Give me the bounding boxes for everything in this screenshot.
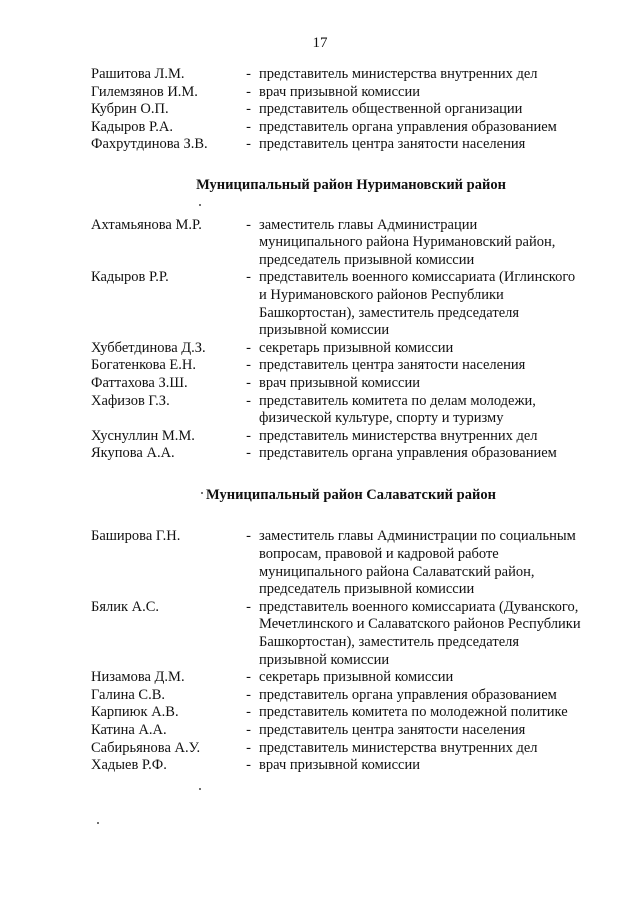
role-line: физической культуре, спорту и туризму — [259, 410, 504, 427]
role-line: Мечетлинского и Салаватского районов Республики — [259, 616, 581, 633]
member-name: Богатенкова Е.Н. — [91, 357, 196, 374]
member-role — [259, 217, 611, 270]
role-line: врач призывной комиссии — [259, 757, 420, 774]
member-name: Хуснуллин М.М. — [91, 427, 195, 444]
member-name: Фахрутдинова З.В. — [91, 136, 208, 153]
member-role — [259, 101, 611, 119]
role-line: секретарь призывной комиссии — [259, 669, 454, 686]
member-name: Рашитова Л.М. — [91, 66, 185, 82]
dash-separator: - — [246, 757, 251, 774]
member-name: Кадыров Р.Р. — [91, 269, 169, 286]
role-line: председатель призывной комиссии — [259, 581, 475, 598]
member-name: Кадыров Р.А. — [91, 118, 173, 135]
member-row — [91, 101, 611, 119]
member-row — [91, 340, 611, 358]
section-continuation — [91, 66, 611, 154]
member-role — [259, 375, 611, 393]
role-line: Башкортостан), заместитель председателя — [259, 304, 520, 321]
role-line: представитель центра занятости населения — [259, 357, 526, 374]
role-line: секретарь призывной комиссии — [259, 339, 454, 356]
scan-speck — [199, 788, 201, 790]
section-title: Муниципальный район Салаватский район — [206, 486, 496, 503]
role-line: Башкортостан), заместитель председателя — [259, 634, 520, 651]
role-line: представитель министерства внутренних дел — [259, 66, 538, 82]
section-title: Муниципальный район Нуримановский район — [196, 176, 506, 193]
member-role — [259, 687, 611, 705]
member-role — [259, 599, 611, 669]
member-list — [91, 528, 611, 774]
dash-separator: - — [246, 83, 251, 100]
member-name: Фаттахова З.Ш. — [91, 374, 188, 391]
dash-separator: - — [246, 739, 251, 756]
member-role — [259, 393, 611, 428]
member-row — [91, 528, 611, 598]
member-list — [91, 66, 611, 154]
dash-separator: - — [246, 136, 251, 153]
role-line: председатель призывной комиссии — [259, 251, 475, 268]
member-role — [259, 84, 611, 102]
role-line: представитель органа управления образованием — [259, 118, 557, 135]
role-line: представитель комитета по делам молодежи, — [259, 392, 536, 409]
section-nurimanovsky — [91, 177, 611, 463]
dash-separator: - — [246, 118, 251, 135]
member-role — [259, 357, 611, 375]
member-row — [91, 704, 611, 722]
role-line: призывной комиссии — [259, 651, 390, 668]
member-role — [259, 722, 611, 740]
member-role — [259, 445, 611, 463]
member-name: Хадыев Р.Ф. — [91, 757, 167, 774]
role-line: заместитель главы Администрации по социальным — [259, 528, 576, 545]
document-body — [91, 66, 611, 775]
role-line: муниципального района Салаватский район, — [259, 563, 535, 580]
dash-separator: - — [246, 445, 251, 462]
member-role — [259, 136, 611, 154]
member-role — [259, 669, 611, 687]
page-number: 17 — [312, 35, 328, 51]
role-line: представитель общественной организации — [259, 101, 523, 118]
member-role — [259, 757, 611, 775]
member-name: Якупова А.А. — [91, 445, 175, 462]
scan-speck — [201, 492, 203, 494]
role-line: и Нуримановского районов Республики — [259, 286, 504, 303]
role-line: призывной комиссии — [259, 322, 390, 339]
dash-separator: - — [246, 722, 251, 738]
member-name: Сабирьянова А.У. — [91, 739, 201, 756]
member-name: Кубрин О.П. — [91, 101, 169, 118]
member-row — [91, 599, 611, 669]
member-role — [259, 269, 611, 339]
role-line: представитель военного комиссариата (Дуванского, — [259, 598, 579, 615]
dash-separator: - — [246, 598, 251, 615]
dash-separator: - — [246, 66, 251, 82]
member-role — [259, 528, 611, 598]
role-line: врач призывной комиссии — [259, 83, 420, 100]
member-row — [91, 669, 611, 687]
member-name: Хафизов Г.З. — [91, 392, 170, 409]
member-row — [91, 687, 611, 705]
member-row — [91, 66, 611, 84]
member-row — [91, 84, 611, 102]
dash-separator: - — [246, 686, 251, 703]
member-name: Карпиюк А.В. — [91, 704, 179, 721]
dash-separator: - — [246, 374, 251, 391]
role-line: представитель органа управления образованием — [259, 686, 557, 703]
member-row — [91, 357, 611, 375]
role-line: представитель органа управления образованием — [259, 445, 557, 462]
member-row — [91, 428, 611, 446]
member-row — [91, 119, 611, 137]
role-line: представитель министерства внутренних дел — [259, 739, 538, 756]
member-name: Хуббетдинова Д.З. — [91, 339, 206, 356]
member-role — [259, 340, 611, 358]
member-role — [259, 428, 611, 446]
member-row — [91, 217, 611, 270]
section-salavatsky — [91, 487, 611, 775]
dash-separator: - — [246, 357, 251, 374]
member-name: Ахтамьянова М.Р. — [91, 216, 202, 233]
dash-separator: - — [246, 269, 251, 286]
member-row — [91, 269, 611, 339]
dash-separator: - — [246, 704, 251, 721]
member-role — [259, 119, 611, 137]
member-role — [259, 740, 611, 758]
dash-separator: - — [246, 339, 251, 356]
role-line: врач призывной комиссии — [259, 374, 420, 391]
member-name: Галина С.В. — [91, 686, 165, 703]
role-line: представитель центра занятости населения — [259, 136, 526, 153]
scan-speck — [97, 822, 99, 824]
member-row — [91, 136, 611, 154]
dash-separator: - — [246, 669, 251, 686]
member-role — [259, 704, 611, 722]
member-row — [91, 375, 611, 393]
dash-separator: - — [246, 392, 251, 409]
member-role — [259, 66, 611, 84]
role-line: представитель военного комиссариата (Иглинского — [259, 269, 576, 286]
role-line: представитель центра занятости населения — [259, 722, 526, 738]
role-line: представитель комитета по молодежной политике — [259, 704, 568, 721]
role-line: вопросам, правовой и кадровой работе — [259, 546, 499, 563]
dash-separator: - — [246, 101, 251, 118]
role-line: представитель министерства внутренних дел — [259, 427, 538, 444]
dash-separator: - — [246, 427, 251, 444]
member-name: Баширова Г.Н. — [91, 528, 181, 545]
scan-speck — [199, 204, 201, 206]
member-row — [91, 757, 611, 775]
member-row — [91, 722, 611, 740]
dash-separator: - — [246, 528, 251, 545]
member-name: Гилемзянов И.М. — [91, 83, 198, 100]
member-name: Катина А.А. — [91, 722, 167, 738]
role-line: муниципального района Нуримановский район, — [259, 234, 556, 251]
member-row — [91, 393, 611, 428]
member-row — [91, 445, 611, 463]
member-list — [91, 217, 611, 463]
member-name: Бялик А.С. — [91, 598, 160, 615]
member-name: Низамова Д.М. — [91, 669, 185, 686]
role-line: заместитель главы Администрации — [259, 216, 478, 233]
member-row — [91, 740, 611, 758]
dash-separator: - — [246, 216, 251, 233]
